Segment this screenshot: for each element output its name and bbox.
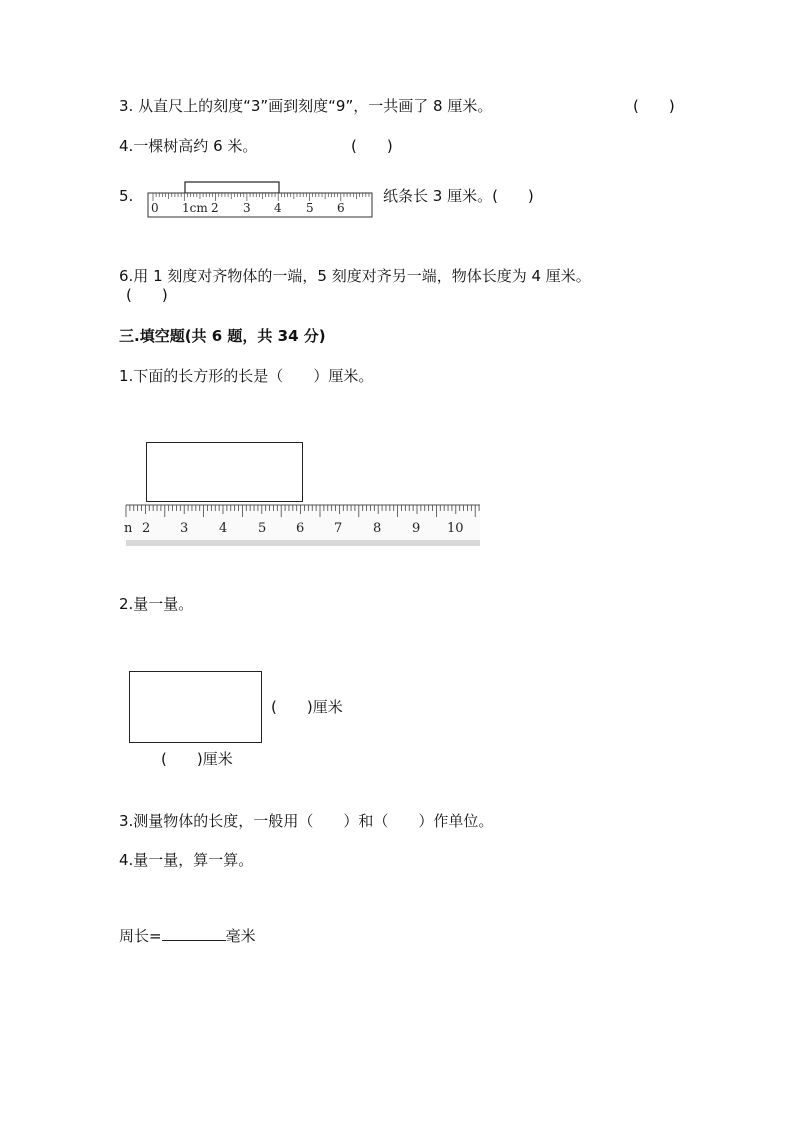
perimeter-answer-blank[interactable] (162, 926, 226, 941)
perimeter-label: 周长= (119, 927, 162, 945)
ruler-label-7: 7 (334, 521, 343, 536)
judge-q3-text: 3. 从直尺上的刻度“3”画到刻度“9”，一共画了 8 厘米。 (119, 97, 493, 115)
ruler-label-8: 8 (373, 521, 382, 536)
judge-q5-text: 纸条长 3 厘米。( ) (383, 187, 534, 205)
ruler-label-2: 2 (211, 201, 219, 215)
judge-q5-number: 5. (119, 187, 134, 205)
ruler-label-0: 0 (151, 201, 159, 215)
ruler-label-5: 5 (306, 201, 314, 215)
fill-q2-width-answer[interactable]: ( )厘米 (271, 698, 343, 716)
fill-q2-rectangle (129, 671, 262, 743)
fill-q4-perimeter-line (119, 926, 256, 946)
section-title-fill-in: 三.填空题(共 6 题，共 34 分) (119, 327, 326, 345)
ruler-label-2: 2 (142, 521, 151, 536)
judge-q6-text: 6.用 1 刻度对齐物体的一端，5 刻度对齐另一端，物体长度为 4 厘米。 (119, 267, 591, 285)
ruler-label-4: 4 (219, 521, 228, 536)
ruler-label-3: 3 (180, 521, 189, 536)
ruler-label-10: 10 (447, 521, 464, 536)
fill-q4-text: 4.量一量，算一算。 (119, 851, 254, 869)
fill-q2-length-answer[interactable]: ( )厘米 (161, 750, 233, 768)
judge-q3-answer-paren[interactable]: ( ) (633, 97, 675, 115)
ruler-label-4: 4 (274, 201, 282, 215)
ruler-label-5: 5 (258, 521, 267, 536)
ruler-label-3: 3 (243, 201, 251, 215)
fill-q1-rectangle (146, 442, 303, 502)
fill-q1-ruler (124, 504, 484, 546)
fill-q1-text: 1.下面的长方形的长是（ ）厘米。 (119, 367, 374, 385)
ruler-label-9: 9 (412, 521, 421, 536)
judge-q6-answer-paren[interactable]: ( ) (126, 286, 168, 304)
ruler-label-n: n (124, 521, 133, 536)
fill-q3-text: 3.测量物体的长度，一般用（ ）和（ ）作单位。 (119, 812, 494, 830)
perimeter-unit: 毫米 (225, 927, 256, 945)
judge-q4-answer-paren[interactable]: ( ) (351, 137, 393, 155)
ruler-label-6: 6 (296, 521, 305, 536)
judge-q5-ruler-figure (147, 180, 379, 220)
fill-q2-text: 2.量一量。 (119, 595, 194, 613)
ruler-label-1cm: 1cm (182, 201, 208, 215)
ruler-label-6: 6 (337, 201, 345, 215)
paper-strip (185, 182, 279, 193)
judge-q4-text: 4.一棵树高约 6 米。 (119, 137, 258, 155)
